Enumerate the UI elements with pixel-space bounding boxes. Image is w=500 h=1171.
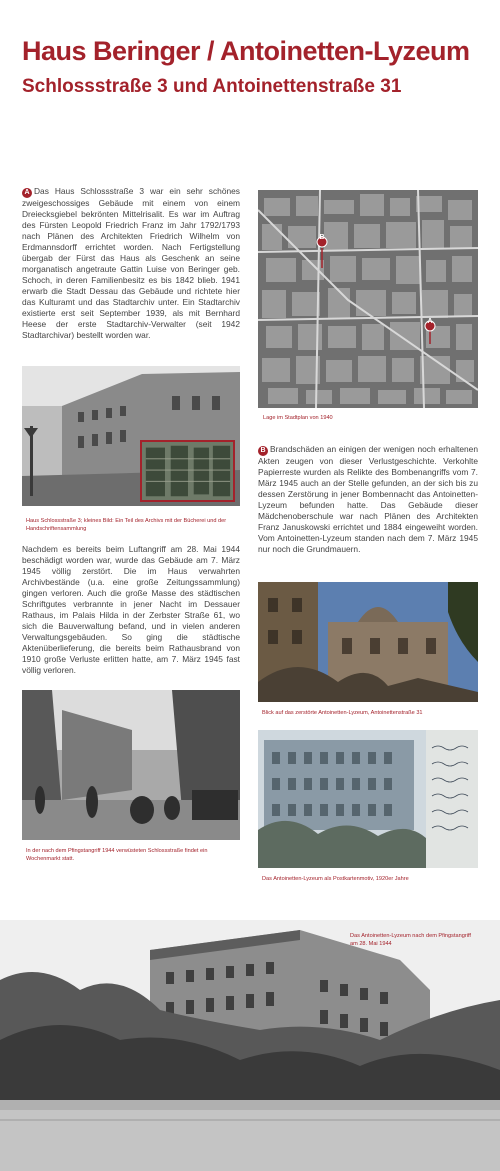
city-map-drawing bbox=[258, 190, 478, 408]
photo2-caption: In der nach dem Pfingstangriff 1944 verwüsteten Schlossstraße findet ein Wochenmarkt statt. bbox=[26, 848, 208, 862]
page-title: Haus Beringer / Antoinetten-Lyzeum bbox=[22, 36, 470, 66]
photo1-caption: Haus Schlossstraße 3; kleines Bild: Ein Teil des Archivs mit der Bücherei und der Handschriftensammlung bbox=[26, 518, 227, 532]
map-marker-b: B bbox=[319, 234, 325, 241]
photo4-caption: Das Antoinetten-Lyzeum als Postkartenmotiv, 1920er Jahre bbox=[262, 876, 409, 882]
map-caption: Lage im Stadtplan von 1940 bbox=[263, 415, 333, 421]
section-b-text: Brandschäden an einigen der wenigen noch erhaltenen Akten zeugen von dieser Verlustgeschichte. Verkohlte Papierreste wurden als Relikte des Bombenangriffs vom 7. März 1945 auch an der Stelle gefunden, an der sich bis zu dessen Zerstörung in jener Bombennacht das Antoinetten-Lyzeum befunden hatte. Das Gebäude dieser Mädchenoberschule war nach Plänen des Architekten Franz Januskowski errichtet und 1884 eingeweiht worden. Vom Antoinetten-Lyzeum standen nach dem 7. März 1945 nur noch die Grundmauern. bbox=[258, 444, 478, 554]
photo-archive-inset bbox=[140, 440, 235, 502]
photo3-caption: Blick auf das zerstörte Antoinetten-Lyzeum, Antoinettenstraße 31 bbox=[262, 710, 423, 716]
photo-lyzeum-after-raid bbox=[0, 920, 500, 1171]
page-subtitle: Schlossstraße 3 und Antoinettenstraße 31 bbox=[22, 76, 402, 97]
photo-wochenmarkt bbox=[22, 690, 240, 840]
section-b-paragraph bbox=[258, 444, 478, 555]
photo-schlossstrasse-3 bbox=[22, 366, 240, 506]
section-a-paragraph-2: Nachdem es bereits beim Luftangriff am 28. Mai 1944 beschädigt worden war, wurde das Gebäude am 7. März 1945 völlig zerstört. Die im Haus verwahrten Archivbestände (u.a. eine große Zeitungssammlung) gingen verloren. Auch die große Masse des städtischen Schriftgutes verbrannte in jener Nacht im Dessauer Rathaus, im Palais Hilda in der Zerbster Straße 61, wo sich die Bauverwaltung befand, und in vielen anderen Verwaltungsgebäuden. So ging die städtische Aktenüberlieferung, die bereits beim Rathausbrand von 1910 große Verluste erlitten hatte, am 7. März 1945 fast völlig verloren. bbox=[22, 544, 240, 675]
photo-destroyed-lyzeum bbox=[258, 582, 478, 702]
marker-b-icon: B bbox=[258, 446, 268, 456]
photo5-caption: Das Antoinetten-Lyzeum nach dem Pfingstangriff am 28. Mai 1944 bbox=[350, 933, 471, 947]
map-marker-a: A bbox=[427, 318, 433, 325]
marker-a-icon: A bbox=[22, 188, 32, 198]
section-a-text: Das Haus Schlossstraße 3 war ein sehr schönes zweigeschossiges Gebäude mit einem von einem Dreiecksgiebel bekrönten Mittelrisalit. Es war im Auftrag des Fürsten Leopold Friedrich Franz im Jahr 1792/1793 nach Plänen des Architekten Friedrich Wilhelm von Erdmannsdorff errichtet worden. Nach Fertigstellung übergab der Fürst das Haus als Geschenk an seine morganatisch angetraute Gattin Luise von Beringer geb. Schoch, in deren Familienbesitz es bis 1842 blieb. 1941 erwarb die Stadt Dessau das Gebäude und richtete hier das Kulturamt und das Stadtarchiv unter. Ein Stadtarchiv existierte erst seit September 1939, als mit Bernhard Heese der erste Stadtarchiv-Verwalter (seit 1942 Stadtarchivar) bestellt worden war. bbox=[22, 186, 240, 340]
photo-postcard bbox=[258, 730, 478, 868]
section-a-paragraph bbox=[22, 186, 240, 341]
city-map bbox=[258, 190, 478, 408]
